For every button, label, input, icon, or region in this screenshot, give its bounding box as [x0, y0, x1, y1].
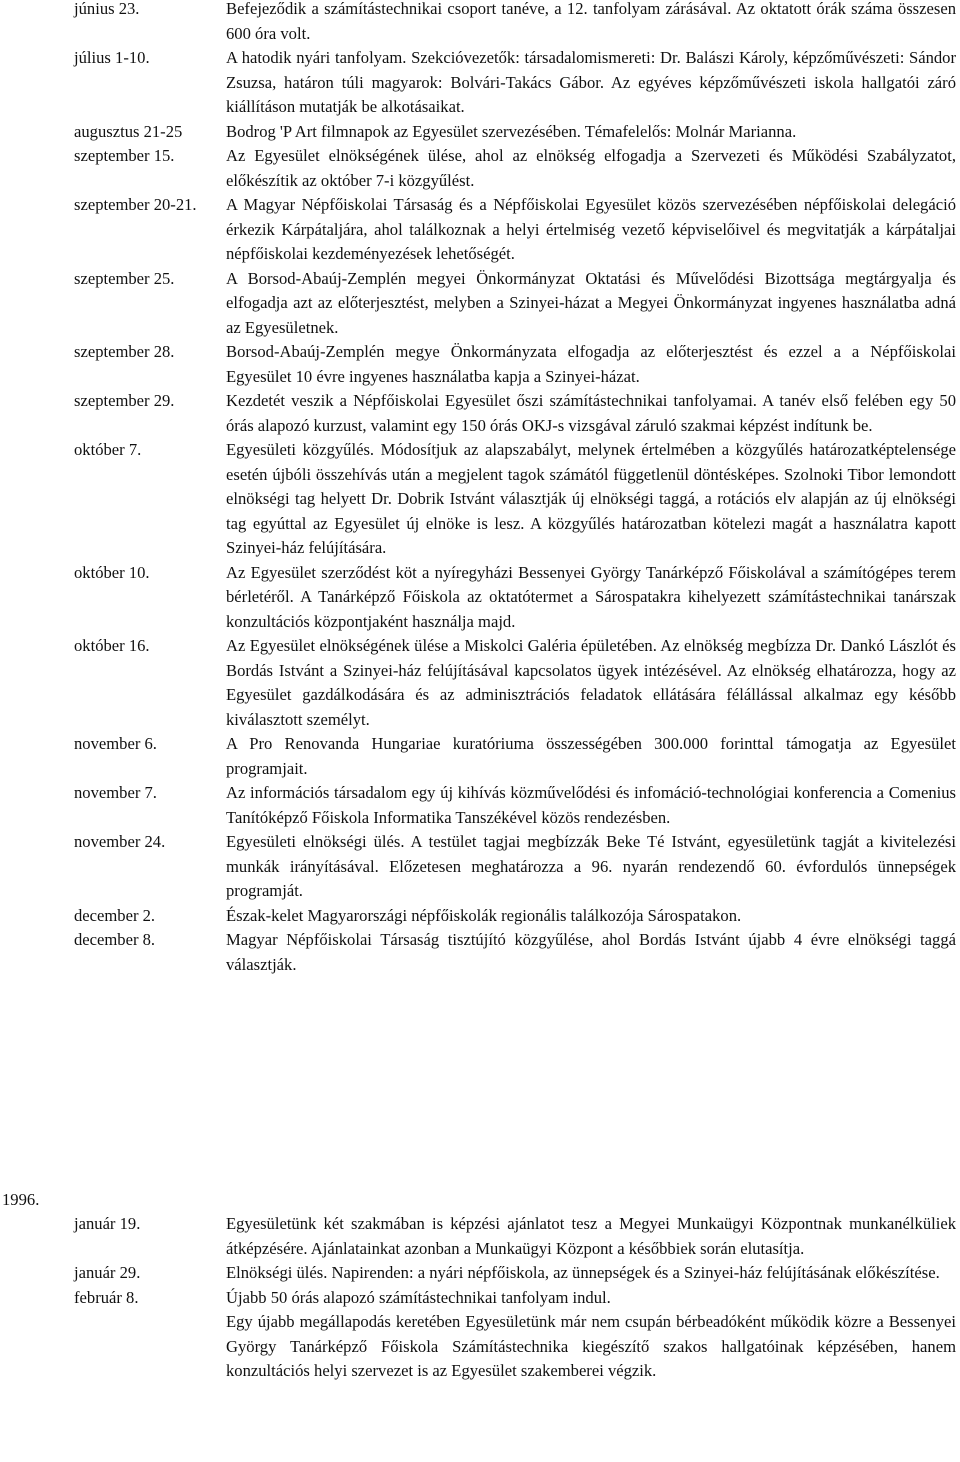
entry-date: január 19.	[74, 1214, 141, 1233]
chronology-entry	[74, 781, 956, 830]
entry-date: augusztus 21-25	[74, 121, 183, 141]
chronology-entry	[74, 193, 956, 267]
entry-date: szeptember 15.	[74, 146, 175, 165]
entry-date: november 24.	[74, 832, 166, 851]
chronology-1996	[74, 1212, 956, 1384]
chronology-entry	[74, 46, 956, 120]
entry-date: január 29.	[74, 1263, 141, 1282]
chronology-entry	[74, 830, 956, 904]
entry-text: Elnökségi ülés. Napirenden: a nyári népfőiskola, az ünnepségek és a Szinyei-ház felújításának előkészítése.	[226, 1263, 940, 1282]
entry-text: Egyesületi közgyűlés. Módosítjuk az alapszabályt, melynek értelmében a közgyűlés határozatképtelensége esetén újbóli összehívás után a megjelent tagok számától függetlenül döntésképes. Szolnoki Tibor lemondott elnökségi tag helyett Dr. Dobrik Istvánt választják új elnökségi taggá, a rotációs elv alapján az új elnökségi tag egyúttal az Egyesület új elnöke is lesz. A közgyűlés határozatban kötelezi magát a használatra kapott Szinyei-ház felújítására.	[226, 440, 956, 557]
entry-text: Kezdetét veszik a Népfőiskolai Egyesület őszi számítástechnikai tanfolyamai. A tanév első felében egy 50 órás alapozó kurzust, valamint egy 150 órás OKJ-s vizsgával záruló szakmai képzést indítunk be.	[226, 391, 956, 435]
year-heading: 1996.	[2, 1190, 40, 1209]
entry-date: június 23.	[74, 0, 140, 18]
entry-text: Egyesületünk két szakmában is képzési ajánlatot tesz a Megyei Munkaügyi Központnak munkanélküliek átképzésére. Ajánlatainkat azonban a Munkaügyi Központ a későbbiek során elutasítja.	[226, 1214, 956, 1258]
entry-date: február 8.	[74, 1287, 139, 1307]
entry-text: Az Egyesület szerződést köt a nyíregyházi Bessenyei György Tanárképző Főiskolával a számítógépes terem bérletéről. A Tanárképző Főiskola az oktatótermet a Sárospatakra kihelyezett számítástechnikai tanárszak konzultációs központjaként használja majd.	[226, 562, 956, 631]
entry-date: december 2.	[74, 905, 156, 925]
entry-text: Észak-kelet Magyarországi népfőiskolák regionális találkozója Sárospatakon.	[226, 905, 742, 925]
entry-date: szeptember 20-21.	[74, 195, 197, 214]
entry-date: november 7.	[74, 783, 157, 802]
entry-date: november 6.	[74, 734, 157, 753]
entry-date: szeptember 29.	[74, 391, 175, 410]
chronology-entry	[74, 340, 956, 389]
entry-date: október 7.	[74, 440, 142, 459]
chronology-entry	[74, 732, 956, 781]
entry-text: A Magyar Népfőiskolai Társaság és a Népfőiskolai Egyesület közös szervezésében népfőiskolai delegáció érkezik Kárpátaljára, ahol találkoznak a helyi értelmiség vezető képviselőivel és megvitatják a kárpátaljai népfőiskolai kezdeményezések lehetőségét.	[226, 195, 956, 263]
chronology-entry	[74, 634, 956, 732]
entry-text: Az Egyesület elnökségének ülése, ahol az elnökség elfogadja a Szervezeti és Működési Szabályzatot, előkészítik az október 7-i közgyűlést.	[226, 146, 956, 190]
entry-text: Újabb 50 órás alapozó számítástechnikai tanfolyam indul.	[226, 1287, 611, 1307]
chronology-entry	[74, 389, 956, 438]
entry-text: Egy újabb megállapodás keretében Egyesületünk már nem csupán bérbeadóként működik közre a Bessenyei György Tanárképző Főiskola Számítástechnika kiegészítő szakos hallgatóinak képzésében, hanem konzultációs helyi szervezet is az Egyesület szakemberei végzik.	[226, 1312, 956, 1380]
entry-text: Bodrog 'P Art filmnapok az Egyesület szervezésében. Témafelelős: Molnár Marianna.	[226, 121, 797, 141]
chronology-entry	[74, 1261, 956, 1286]
chronology-entry	[74, 120, 956, 145]
chronology-1995	[74, 0, 956, 977]
chronology-entry	[74, 928, 956, 977]
entry-text: Borsod-Abaúj-Zemplén megye Önkormányzata elfogadja az előterjesztést és ezzel a a Népfőiskolai Egyesület 10 évre ingyenes használatba kapja a Szinyei-házat.	[226, 342, 956, 386]
entry-text: Az Egyesület elnökségének ülése a Miskolci Galéria épületében. Az elnökség megbízza Dr. Dankó Lászlót és Bordás Istvánt a Szinyei-ház felújításával kapcsolatos ügyek intézésével. Az elnökség elhatározza, hogy az Egyesület gazdálkodására és az adminisztrációs feladatok ellátására félállással alkalmaz egy később kiválasztott személyt.	[226, 636, 956, 729]
entry-date: szeptember 28.	[74, 342, 175, 361]
chronology-entry	[74, 438, 956, 561]
chronology-entry	[74, 0, 956, 46]
entry-date: szeptember 25.	[74, 268, 175, 288]
entry-text: A hatodik nyári tanfolyam. Szekcióvezetők: társadalomismereti: Dr. Balászi Károly, képzőművészeti: Sándor Zsuzsa, határon túli magyarok: Bolvári-Takács Gábor. Az egyéves képzőművészeti iskola hallgatói záró kiállításon mutatják be alkotásaikat.	[226, 48, 956, 116]
entry-text: A Pro Renovanda Hungariae kuratóriuma összességében 300.000 forinttal támogatja az Egyesület programjait.	[226, 734, 956, 778]
chronology-entry	[74, 1286, 956, 1311]
chronology-entry	[74, 1310, 956, 1384]
entry-text: Befejeződik a számítástechnikai csoport tanéve, a 12. tanfolyam zárásával. Az oktatott órák száma összesen 600 óra volt.	[226, 0, 956, 43]
chronology-entry	[74, 267, 956, 341]
chronology-entry	[74, 561, 956, 635]
entry-date: október 10.	[74, 562, 150, 582]
chronology-entry	[74, 904, 956, 929]
chronology-entry	[74, 1212, 956, 1261]
chronology-entry	[74, 144, 956, 193]
entry-text: Magyar Népfőiskolai Társaság tisztújító közgyűlése, ahol Bordás Istvánt újabb 4 évre elnökségi taggá választják.	[226, 930, 956, 974]
entry-date: október 16.	[74, 636, 150, 655]
entry-date: július 1-10.	[74, 48, 150, 67]
entry-text: Az információs társadalom egy új kihívás közművelődési és infomáció-technológiai konferencia a Comenius Tanítóképző Főiskola Informatika Tanszékével közös rendezésben.	[226, 783, 956, 827]
entry-text: A Borsod-Abaúj-Zemplén megyei Önkormányzat Oktatási és Művelődési Bizottsága megtárgyalja és elfogadja azt az előterjesztést, melyben a Szinyei-házat a Megyei Önkormányzat ingyenes használatba adná az Egyesületnek.	[226, 268, 956, 337]
entry-text: Egyesületi elnökségi ülés. A testület tagjai megbízzák Beke Té Istvánt, egyesületünk tagját a kivitelezési munkák irányításával. Előzetesen meghatározza a 96. nyarán rendezendő 60. évfordulós ünnepségek programját.	[226, 832, 956, 900]
entry-date: december 8.	[74, 930, 156, 949]
